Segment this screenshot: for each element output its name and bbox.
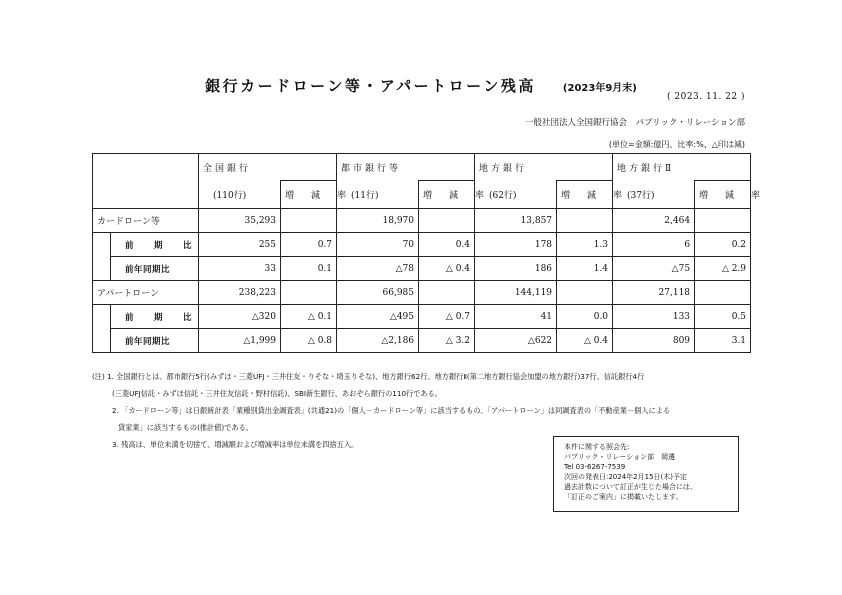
bank-count: (62行) (475, 181, 557, 209)
empty-cell (419, 281, 475, 305)
table-row (93, 329, 751, 353)
row-label: 前年同期比 (111, 329, 199, 353)
note-1-continued: (三菱UFJ信託・みずほ信託・三井住友信託・野村信託)、SBI新生銀行、あおぞら銀行の110行である。 (112, 389, 442, 398)
publication-date: ( 2023. 11. 22 ) (667, 92, 745, 102)
value-cell: 133 (613, 305, 695, 329)
contact-department: パブリック・リレーション部 岡邊 (564, 453, 676, 461)
indent-cell (93, 233, 111, 257)
rate-cell: △ 0.8 (281, 329, 337, 353)
rate-header: 増 減 率 (281, 181, 337, 209)
bank-count: (110行) (199, 181, 281, 209)
rate-header: 増 減 率 (695, 181, 751, 209)
group-header: 地方銀行 (475, 154, 613, 181)
value-cell: 70 (337, 233, 419, 257)
balance-cell: 18,970 (337, 209, 419, 233)
rate-cell: △ 2.9 (695, 257, 751, 281)
organization: 一般社団法人全国銀行協会 パブリック・リレーション部 (525, 118, 745, 128)
indent-cell (93, 329, 111, 353)
bank-count: (11行) (337, 181, 419, 209)
rate-cell: △ 0.4 (419, 257, 475, 281)
empty-cell (695, 209, 751, 233)
corner-cell (93, 154, 199, 209)
group-header: 全国銀行 (199, 154, 337, 181)
table-row (93, 257, 751, 281)
value-cell: 809 (613, 329, 695, 353)
table-row-apartment-loan (93, 281, 751, 305)
contact-heading: 本件に関する照会先: (564, 443, 630, 451)
value-cell: △2,186 (337, 329, 419, 353)
rate-cell: 0.2 (695, 233, 751, 257)
balance-cell: 35,293 (199, 209, 281, 233)
rate-cell: 1.4 (557, 257, 613, 281)
rate-cell: 1.3 (557, 233, 613, 257)
balance-cell: 2,464 (613, 209, 695, 233)
balance-cell: 144,119 (475, 281, 557, 305)
table-row (93, 305, 751, 329)
correction-note-continued: 「訂正のご案内」に掲載いたします。 (564, 493, 683, 501)
row-label: 前 期 比 (111, 305, 199, 329)
note-2-continued: 貸家業」に該当するもの(推計値)である。 (118, 423, 253, 432)
row-label: 前 期 比 (111, 233, 199, 257)
rate-cell: 0.5 (695, 305, 751, 329)
table-row (93, 233, 751, 257)
rate-cell: 0.1 (281, 257, 337, 281)
balance-cell: 13,857 (475, 209, 557, 233)
rate-header: 増 減 率 (419, 181, 475, 209)
empty-cell (695, 281, 751, 305)
bank-count: (37行) (613, 181, 695, 209)
value-cell: 41 (475, 305, 557, 329)
rate-cell: △ 0.7 (419, 305, 475, 329)
row-label: 前年同期比 (111, 257, 199, 281)
value-cell: △75 (613, 257, 695, 281)
group-header: 都市銀行等 (337, 154, 475, 181)
note-3: 3. 残高は、単位未満を切捨て、増減額および増減率は単位未満を四捨五入。 (112, 440, 359, 449)
rate-cell: 0.4 (419, 233, 475, 257)
rate-cell: 3.1 (695, 329, 751, 353)
value-cell: 255 (199, 233, 281, 257)
balance-cell: 27,118 (613, 281, 695, 305)
rate-cell: △ 0.4 (557, 329, 613, 353)
page-subtitle: (2023年9月末) (562, 83, 637, 94)
value-cell: 6 (613, 233, 695, 257)
value-cell: 33 (199, 257, 281, 281)
empty-cell (281, 281, 337, 305)
note-1: (注) 1. 全国銀行とは、都市銀行5行(みずほ・三菱UFJ・三井住友・りそな・埼玉りそな)、地方銀行62行、地方銀行Ⅱ(第二地方銀行協会加盟の地方銀行)37行、信託銀行4行 (92, 372, 645, 381)
balance-cell: 66,985 (337, 281, 419, 305)
value-cell: △622 (475, 329, 557, 353)
value-cell: △495 (337, 305, 419, 329)
rate-cell: △ 0.1 (281, 305, 337, 329)
empty-cell (281, 209, 337, 233)
row-label: カードローン等 (93, 209, 199, 233)
value-cell: △1,999 (199, 329, 281, 353)
rate-cell: 0.7 (281, 233, 337, 257)
unit-note: (単位=金額:億円、比率:%、△印は減) (608, 140, 745, 149)
rate-cell: 0.0 (557, 305, 613, 329)
empty-cell (557, 281, 613, 305)
empty-cell (419, 209, 475, 233)
value-cell: 186 (475, 257, 557, 281)
table-row-card-loan (93, 209, 751, 233)
contact-box (553, 436, 739, 512)
contact-phone: Tel 03-6267-7539 (564, 463, 626, 471)
group-header: 地方銀行Ⅱ (613, 154, 751, 181)
rate-header: 増 減 率 (557, 181, 613, 209)
indent-cell (93, 257, 111, 281)
indent-cell (93, 305, 111, 329)
value-cell: 178 (475, 233, 557, 257)
balance-cell: 238,223 (199, 281, 281, 305)
value-cell: △78 (337, 257, 419, 281)
header-row-groups (93, 154, 751, 181)
next-release-date: 次回の発表日:2024年2月15日(木)予定 (564, 473, 687, 481)
loan-balance-table (92, 153, 765, 353)
correction-note: 過去計数について訂正が生じた場合には、 (564, 483, 697, 491)
empty-cell (557, 209, 613, 233)
value-cell: △320 (199, 305, 281, 329)
page-title: 銀行カードローン等・アパートローン残高 (205, 77, 536, 95)
rate-cell: △ 3.2 (419, 329, 475, 353)
row-label: アパートローン (93, 281, 199, 305)
note-2: 2. 「カードローン等」は日銀統計表「業種別貸出金調査表」(共通21)の「個人－カードローン等」に該当するもの、「アパートローン」は同調査表の「不動産業－個人による (112, 406, 671, 415)
